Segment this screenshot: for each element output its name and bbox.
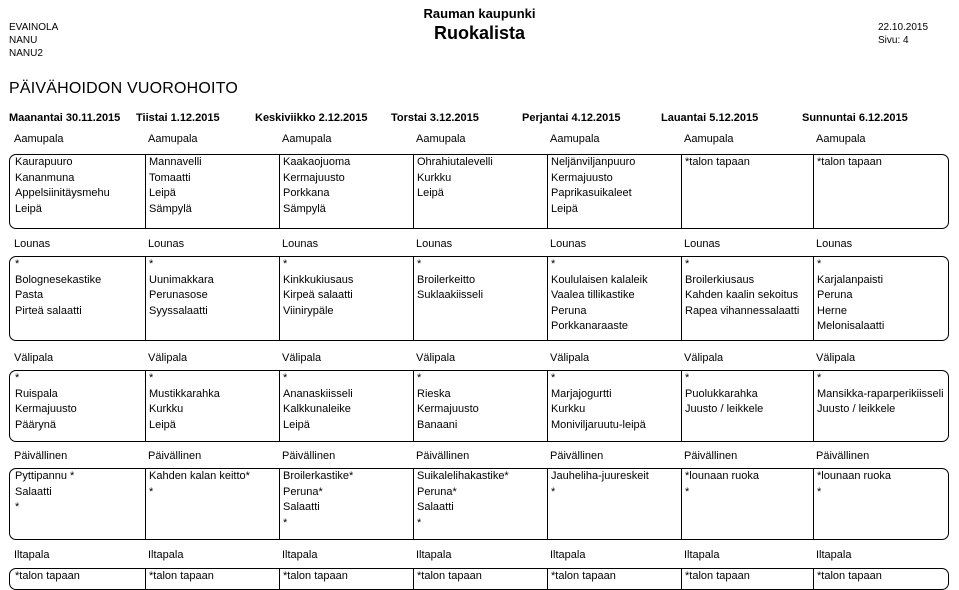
meal-label: Iltapala (684, 549, 720, 561)
meal-label: Iltapala (148, 549, 184, 561)
column-divider (279, 371, 280, 441)
column-divider (145, 371, 146, 441)
column-divider (547, 371, 548, 441)
meal-label: Päivällinen (282, 450, 336, 462)
menu-item: Kahden kaalin sekoitus (685, 289, 799, 302)
menu-item: *talon tapaan (283, 570, 348, 582)
meal-label: Lounas (148, 238, 185, 250)
day-header: Tiistai 1.12.2015 (136, 112, 220, 124)
column-divider (813, 569, 814, 589)
menu-item: Tomaatti (149, 171, 191, 184)
menu-item: Mannavelli (149, 156, 202, 168)
menu-item: Marjajogurtti (551, 387, 612, 400)
meal-label: Päivällinen (416, 450, 470, 462)
menu-item: Moniviljaruutu-leipä (551, 418, 646, 431)
day-menu-column (283, 371, 411, 433)
menu-item: * (417, 258, 422, 270)
menu-item: Rieska (417, 387, 451, 400)
day-menu-column (15, 257, 143, 319)
menu-item: Kermajuusto (417, 403, 479, 416)
menu-item: Juusto / leikkele (685, 403, 764, 416)
menu-item: *talon tapaan (149, 570, 214, 582)
menu-item: Kalkkunaleike (283, 403, 351, 416)
page-title: Ruokalista (433, 23, 526, 43)
meal-label: Aamupala (282, 133, 332, 145)
day-menu-column (817, 155, 946, 171)
day-header: Sunnuntai 6.12.2015 (802, 112, 908, 124)
menu-item: * (283, 516, 288, 529)
header-org-line-3: NANU2 (9, 48, 43, 59)
column-divider (413, 469, 414, 539)
column-divider (813, 155, 814, 228)
menu-item: Leipä (15, 202, 42, 215)
menu-item: *talon tapaan (817, 156, 882, 168)
day-menu-column (417, 371, 545, 433)
menu-item: *talon tapaan (15, 570, 80, 582)
menu-item: Kurkku (149, 403, 184, 416)
menu-item: Bolognesekastike (15, 273, 102, 286)
menu-item: Syyssalaatti (149, 304, 208, 317)
day-menu-column (15, 155, 143, 217)
meal-label: Välipala (148, 352, 188, 364)
section-title: PÄIVÄHOIDON VUOROHOITO (9, 80, 239, 97)
menu-item: Päärynä (15, 418, 56, 431)
meal-label: Iltapala (550, 549, 586, 561)
menu-item: * (15, 372, 20, 384)
column-divider (813, 371, 814, 441)
menu-item: * (283, 258, 288, 270)
day-menu-column (149, 155, 277, 217)
column-divider (547, 257, 548, 340)
menu-item: * (149, 485, 154, 498)
meal-label: Päivällinen (816, 450, 870, 462)
column-divider (547, 155, 548, 228)
menu-item: Suikalelihakastike* (417, 470, 509, 482)
header-org-line-2: NANU (9, 35, 38, 46)
day-menu-column (15, 569, 143, 585)
column-divider (681, 155, 682, 228)
meal-label: Päivällinen (148, 450, 202, 462)
column-divider (145, 257, 146, 340)
meal-label: Välipala (684, 352, 724, 364)
day-header: Keskiviikko 2.12.2015 (255, 112, 368, 124)
menu-item: *talon tapaan (685, 570, 750, 582)
day-menu-column (283, 257, 411, 319)
column-divider (813, 469, 814, 539)
menu-item: Sämpylä (283, 202, 326, 215)
menu-item: Juusto / leikkele (817, 403, 896, 416)
header-right (878, 21, 928, 47)
meal-label: Välipala (282, 352, 322, 364)
menu-item: * (685, 485, 690, 498)
menu-item: Leipä (283, 418, 310, 431)
menu-item: Broilerkiusaus (685, 273, 755, 286)
day-menu-column (15, 469, 143, 516)
page-number: Sivu: 4 (878, 35, 909, 46)
day-menu-column (417, 155, 545, 202)
column-divider (547, 569, 548, 589)
menu-item: Koululaisen kalaleik (551, 273, 648, 286)
menu-item: *talon tapaan (417, 570, 482, 582)
day-menu-column (149, 469, 277, 500)
menu-item: Pasta (15, 289, 44, 302)
meal-box (9, 154, 949, 229)
meal-label: Päivällinen (550, 450, 604, 462)
menu-item: Kurkku (417, 171, 452, 184)
day-header: Perjantai 4.12.2015 (522, 112, 621, 124)
meal-box (9, 256, 949, 341)
menu-item: Leipä (149, 187, 176, 200)
meal-label: Päivällinen (14, 450, 68, 462)
menu-item: Kirpeä salaatti (283, 289, 353, 302)
menu-item: Salaatti (15, 485, 52, 498)
menu-item: Banaani (417, 418, 458, 431)
day-header: Lauantai 5.12.2015 (661, 112, 759, 124)
menu-item: Paprikasuikaleet (551, 187, 632, 200)
menu-item: * (149, 258, 154, 270)
menu-item: Peruna* (283, 485, 323, 498)
meal-label: Iltapala (282, 549, 318, 561)
menu-item: * (551, 372, 556, 384)
menu-item: *lounaan ruoka (685, 470, 760, 482)
menu-item: Kinkkukiusaus (283, 273, 354, 286)
menu-item: * (417, 516, 422, 529)
menu-item: Leipä (551, 202, 578, 215)
menu-item: Kananmuna (15, 171, 75, 184)
menu-item: Kurkku (551, 403, 586, 416)
day-menu-column (417, 569, 545, 585)
menu-item: * (417, 372, 422, 384)
day-menu-column (283, 469, 411, 531)
column-divider (547, 469, 548, 539)
day-menu-column (685, 257, 811, 319)
day-menu-column (551, 257, 679, 335)
menu-item: * (685, 372, 690, 384)
meal-box (9, 370, 949, 442)
column-divider (279, 569, 280, 589)
meal-box (9, 568, 949, 590)
menu-item: Vaalea tillikastike (551, 289, 635, 302)
menu-item: Mansikka-raparperikiisseli (817, 387, 944, 400)
day-menu-column (551, 155, 679, 217)
menu-item: Neljänviljanpuuro (551, 156, 636, 168)
menu-item: * (551, 485, 556, 498)
menu-item: *talon tapaan (685, 156, 750, 168)
meal-label: Iltapala (816, 549, 852, 561)
menu-item: Ohrahiutalevelli (417, 156, 493, 168)
menu-item: *talon tapaan (551, 570, 616, 582)
menu-item: Broilerkeitto (417, 273, 476, 286)
column-divider (145, 569, 146, 589)
menu-item: Karjalanpaisti (817, 273, 884, 286)
column-divider (145, 155, 146, 228)
meal-box (9, 468, 949, 540)
menu-item: Ruispala (15, 387, 58, 400)
print-date: 22.10.2015 (878, 22, 929, 33)
meal-label: Välipala (416, 352, 456, 364)
meal-label: Päivällinen (684, 450, 738, 462)
column-divider (279, 469, 280, 539)
menu-item: Viinirypäle (283, 304, 334, 317)
menu-item: Uunimakkara (149, 273, 214, 286)
day-menu-column (283, 569, 411, 585)
day-menu-column (149, 371, 277, 433)
day-menu-column (817, 257, 946, 335)
column-divider (681, 257, 682, 340)
menu-item: Kermajuusto (551, 171, 613, 184)
meal-label: Aamupala (14, 133, 64, 145)
meal-label: Aamupala (416, 133, 466, 145)
column-divider (413, 371, 414, 441)
menu-item: Porkkana (283, 187, 330, 200)
meal-label: Aamupala (148, 133, 198, 145)
menu-item: * (551, 258, 556, 270)
day-menu-column (685, 469, 811, 500)
meal-label: Lounas (684, 238, 721, 250)
column-divider (681, 371, 682, 441)
menu-item: Herne (817, 304, 847, 317)
menu-item: Pirteä salaatti (15, 304, 82, 317)
menu-item: Appelsiinitäysmehu (15, 187, 110, 200)
meal-label: Välipala (816, 352, 856, 364)
column-divider (413, 569, 414, 589)
day-menu-column (685, 371, 811, 418)
menu-item: Pyttipannu * (15, 470, 75, 482)
meal-label: Iltapala (416, 549, 452, 561)
day-menu-column (685, 569, 811, 585)
day-menu-column (551, 371, 679, 433)
column-divider (413, 257, 414, 340)
menu-item: Peruna (551, 304, 587, 317)
meal-label: Välipala (14, 352, 54, 364)
menu-item: Kaurapuuro (15, 156, 73, 168)
menu-item: Salaatti (417, 501, 454, 514)
menu-item: *lounaan ruoka (817, 470, 892, 482)
day-menu-column (817, 569, 946, 585)
day-menu-column (149, 569, 277, 585)
city-name: Rauman kaupunki (423, 6, 536, 21)
menu-item: Peruna (817, 289, 853, 302)
column-divider (681, 569, 682, 589)
menu-item: Mustikkarahka (149, 387, 220, 400)
header-org-line-1: EVAINOLA (9, 22, 59, 33)
menu-item: Melonisalaatti (817, 320, 885, 333)
menu-item: Leipä (417, 187, 444, 200)
meal-label: Aamupala (816, 133, 866, 145)
meal-label: Lounas (816, 238, 853, 250)
header-center (0, 6, 959, 44)
menu-item: Perunasose (149, 289, 208, 302)
day-header: Torstai 3.12.2015 (391, 112, 479, 124)
menu-item: Kermajuusto (15, 403, 77, 416)
menu-item: * (15, 258, 20, 270)
menu-item: Suklaakiisseli (417, 289, 484, 302)
menu-item: Rapea vihannessalaatti (685, 304, 800, 317)
meal-label: Lounas (14, 238, 51, 250)
day-menu-column (551, 569, 679, 585)
menu-item: * (15, 501, 20, 514)
column-divider (145, 469, 146, 539)
menu-item: Kaakaojuoma (283, 156, 351, 168)
meal-label: Lounas (416, 238, 453, 250)
meal-label: Välipala (550, 352, 590, 364)
column-divider (681, 469, 682, 539)
menu-item: Broilerkastike* (283, 470, 354, 482)
day-menu-column (817, 371, 946, 418)
menu-item: Ananaskiisseli (283, 387, 353, 400)
day-menu-column (149, 257, 277, 319)
menu-item: * (817, 258, 822, 270)
day-menu-column (283, 155, 411, 217)
menu-item: * (149, 372, 154, 384)
day-menu-column (417, 469, 545, 531)
menu-item: Salaatti (283, 501, 320, 514)
column-divider (813, 257, 814, 340)
column-divider (279, 155, 280, 228)
meal-label: Iltapala (14, 549, 50, 561)
menu-item: Leipä (149, 418, 176, 431)
meal-label: Aamupala (550, 133, 600, 145)
menu-item: * (685, 258, 690, 270)
menu-item: Kahden kalan keitto* (149, 470, 250, 482)
day-menu-column (685, 155, 811, 171)
menu-item: Sämpylä (149, 202, 192, 215)
menu-item: *talon tapaan (817, 570, 882, 582)
menu-item: Peruna* (417, 485, 457, 498)
menu-item: Porkkanaraaste (551, 320, 629, 333)
column-divider (279, 257, 280, 340)
meal-label: Lounas (282, 238, 319, 250)
meal-label: Aamupala (684, 133, 734, 145)
column-divider (413, 155, 414, 228)
day-menu-column (15, 371, 143, 433)
meal-label: Lounas (550, 238, 587, 250)
menu-item: * (283, 372, 288, 384)
day-menu-column (817, 469, 946, 500)
day-menu-column (417, 257, 545, 304)
day-menu-column (551, 469, 679, 500)
menu-item: Kermajuusto (283, 171, 345, 184)
menu-item: * (817, 485, 822, 498)
menu-item: * (817, 372, 822, 384)
menu-item: Jauheliha-juureskeit (551, 470, 649, 482)
day-header: Maanantai 30.11.2015 (9, 112, 121, 124)
menu-item: Puolukkarahka (685, 387, 758, 400)
